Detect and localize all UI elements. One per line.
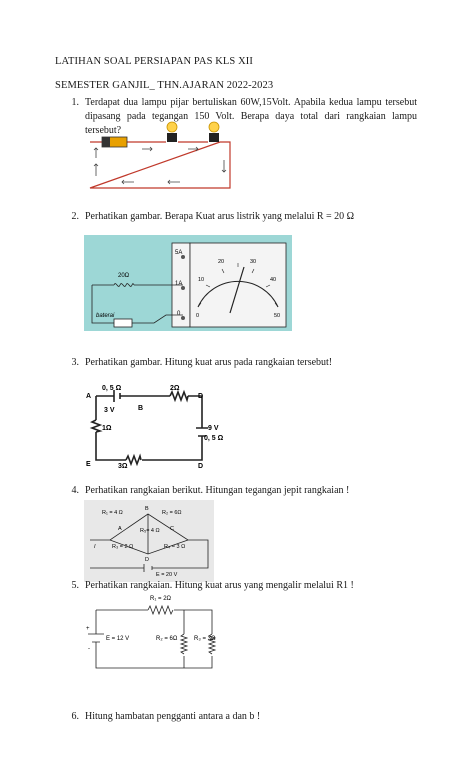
resistor-label: 20Ω: [118, 273, 130, 279]
question-number: 3.: [71, 357, 79, 368]
figure-1-lamp-circuit: [84, 118, 244, 198]
scale-30: 30: [250, 259, 257, 265]
question-number: 4.: [71, 485, 79, 496]
question-text: Perhatikan gambar. Hitung kuat arus pada rangkaian tersebut!: [85, 357, 333, 368]
label-r-internal-right: 0, 5 Ω: [204, 435, 224, 442]
node-d-bottom: D: [198, 463, 204, 468]
label-r1: R₁ = 4 Ω: [102, 510, 123, 516]
label-r4: R₄ = 3 Ω: [164, 544, 186, 550]
node-d-top: D: [198, 393, 204, 400]
figure-2-ammeter: [84, 235, 292, 331]
scale-10: 10: [198, 277, 205, 283]
figure-5-circuit: [84, 590, 224, 678]
scale-0: 0: [196, 313, 200, 319]
label-r-2ohm: 2Ω: [170, 385, 180, 392]
label-r-internal-top: 0, 5 Ω: [102, 385, 122, 392]
question-2: [67, 210, 417, 224]
node-a: A: [118, 526, 122, 532]
battery-label: baterai: [96, 313, 115, 319]
question-6: [67, 710, 417, 724]
semester-line: SEMESTER GANJIL_ THN.AJARAN 2022-2023: [55, 80, 274, 91]
question-3: [67, 356, 417, 370]
label-r-1ohm: 1Ω: [102, 425, 112, 432]
scale-50: 50: [274, 313, 281, 319]
label-emf-9v: 9 V: [208, 425, 219, 432]
figure-3-circuit: [84, 382, 232, 468]
node-a: A: [86, 393, 92, 400]
terminal-5a: 5A: [175, 250, 183, 256]
question-number: 6.: [71, 711, 79, 722]
figure-4-bridge-circuit: [84, 500, 214, 582]
label-emf-3v: 3 V: [104, 407, 115, 414]
page-title: LATIHAN SOAL PERSIAPAN PAS KLS XII: [55, 56, 253, 67]
question-text: Perhatikan rangkaian. Hitung kuat arus yang mengalir melalui R1 !: [85, 580, 354, 591]
question-text: Terdapat dua lampu pijar bertuliskan 60W,15Volt. Apabila kedua lampu tersebut dipasang pada tegangan 150 Volt. Berapa daya total dari rangkaian lampu tersebut?: [85, 97, 417, 136]
terminal-0: 0: [177, 311, 181, 317]
node-b: B: [138, 405, 144, 412]
question-text: Hitung hambatan pengganti antara a dan b !: [85, 711, 261, 722]
question-number: 5.: [71, 580, 79, 591]
terminal-1a: 1A: [175, 281, 183, 287]
node-c: C: [170, 526, 174, 532]
label-r3: R₃ = 3Ω: [194, 636, 216, 642]
battery-plus: +: [86, 626, 90, 632]
question-4: [67, 484, 417, 498]
label-r2: R₂ = 6Ω: [156, 636, 178, 642]
label-r3: R₃ = 2 Ω: [112, 544, 134, 550]
scale-40: 40: [270, 277, 277, 283]
lamp-1-icon: [167, 122, 177, 142]
label-r5: R₅= 4 Ω: [140, 528, 160, 534]
label-r1: R₁ = 2Ω: [150, 596, 172, 602]
lamp-2-icon: [209, 122, 219, 142]
question-text: Perhatikan gambar. Berapa Kuat arus listrik yang melalui R = 20 Ω: [85, 211, 355, 222]
label-r2: R₂ = 6Ω: [162, 510, 182, 516]
node-e: E: [86, 461, 91, 468]
question-number: 1.: [71, 97, 79, 108]
label-current: I: [94, 544, 96, 550]
scale-20: 20: [218, 259, 225, 265]
node-b: B: [145, 506, 149, 512]
label-r-3ohm: 3Ω: [118, 463, 128, 468]
battery-minus: -: [88, 646, 90, 652]
label-emf: E = 12 V: [106, 636, 130, 642]
question-text: Perhatikan rangkaian berikut. Hitungan tegangan jepit rangkaian !: [85, 485, 350, 496]
label-emf: E = 20 V: [156, 572, 178, 578]
node-d: D: [145, 557, 149, 563]
question-number: 2.: [71, 211, 79, 222]
